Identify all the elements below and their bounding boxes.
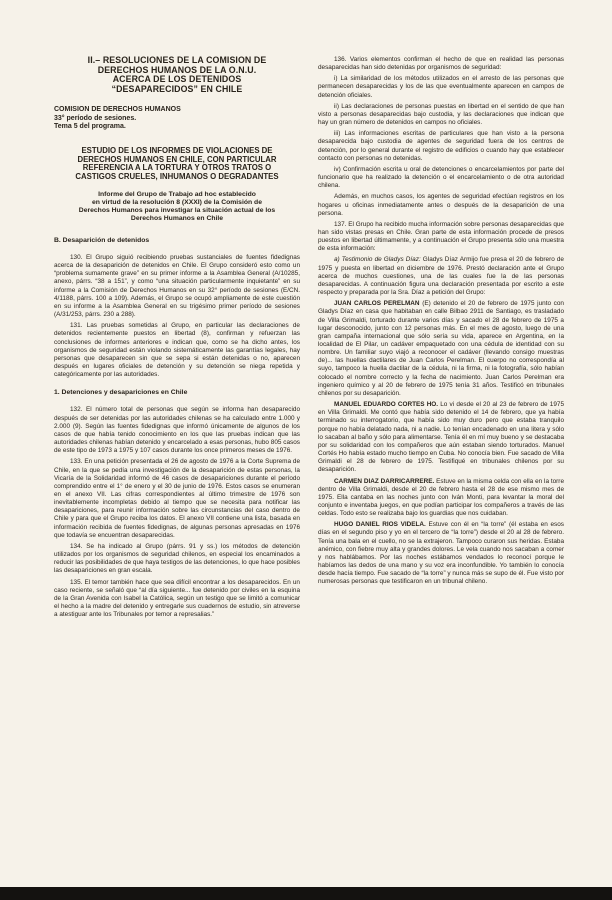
study-title-line-3: REFERENCIA A LA TORTURA Y OTROS TRATOS O	[82, 163, 272, 173]
header-line-3: ACERCA DE LOS DETENIDOS	[112, 74, 242, 85]
item-iii: iii) Las informaciones escritas de particulares que han visto a la persona desaparecida bajo custodia de agentes de seguridad fuera de los centros de detención, por lo general durante el registro de edificios o cuando hay que establecer contacto con personas no detenidas.	[318, 130, 564, 162]
paragraph-136: 136. Varios elementos confirman el hecho de que en realidad las personas desaparecidas han sido detenidas por organismos de seguridad:	[318, 56, 564, 72]
testimony-darricarrere	[318, 478, 564, 519]
report-line-2: en virtud de la resolución 8 (XXXI) de la Comisión de	[92, 198, 262, 206]
report-line-4: Derechos Humanos en Chile	[130, 214, 224, 222]
right-column	[318, 56, 564, 590]
paragraph-137: 137. El Grupo ha recibido mucha información sobre personas desaparecidas que han sido vistas presas en Chile. Gran parte de esta información procede de presos puestos en libertad últimamente, y a continuación el Grupo presenta sólo una muestra de esta información:	[318, 220, 564, 253]
perelman-text: (E) detenido el 20 de febrero de 1975 junto con Gladys Díaz en casa que habitaban en calle Bilbao 2911 de Santiago, es trasladado de Villa Grimaldi, torturado durante varios días y sacado el 28 de febrero de 1975 a lugar desconocido, junto con 12 personas más. En el mes de agosto, luego de una gran campaña internacional que sólo sería su vida, aparece en Argentina, en la localidad de El Pilar, un cadáver empaquetado con una cédula de identidad con su nombre. Un familiar suyo viajó a reconocer el cadáver (llevando consigo muestras de)... las huellas dactilares de Juan Carlos Perelman. El cuerpo no correspondía al suyo, tampoco la huella dactilar de la cédula, ni la firma, ni la fotografía, sólo habían colocado el nombre correcto y la fecha de nacimiento. Juan Carlos Perelman era ingeniero químico y al 20 de febrero de 1975 tenía 31 años. Testificó en tribunales chilenos por su desaparición.	[318, 300, 564, 397]
item-ii: ii) Las declaraciones de personas puestas en libertad en el sentido de que han visto a personas desaparecidas bajo custodia, y las declaraciones que indican que hay un gran número de detenidos en campos no oficiales.	[318, 102, 564, 127]
commission-block	[54, 106, 300, 131]
study-title	[54, 147, 300, 182]
study-title-line-2: DERECHOS HUMANOS EN CHILE, CON PARTICULAR	[77, 154, 277, 164]
darricarrere-text: Estuve en la misma celda con ella en la torre dentro de Villa Grimaldi, desde el 20 de febrero hasta el 28 de ese mismo mes de 1975. Ella cantaba en las noches junto con Iván Monti, para levantar la moral del conjunto e inventaba juegos, en que podían participar los compañeros a través de las celdas. Todo esto se realizaba bajo los guardias que nos cuidaban.	[318, 477, 564, 518]
item-iv: iv) Confirmación escrita u oral de detenciones o encarcelamientos por parte del funcionario que ha realizado la detención o el encarcelamiento o de otra autoridad chilena.	[318, 165, 564, 190]
cortes-name: MANUEL EDUARDO CORTES HO.	[334, 401, 439, 409]
study-title-line-1: ESTUDIO DE LOS INFORMES DE VIOLACIONES DE	[81, 145, 273, 155]
session-number: 33° período de sesiones.	[54, 114, 137, 122]
header-line-2: DERECHOS HUMANOS DE LA O.N.U.	[97, 64, 257, 75]
left-column	[54, 56, 300, 622]
agenda-item: Tema 5 del programa.	[54, 122, 126, 130]
testimony-perelman	[318, 300, 564, 398]
header-line-4: “DESAPARECIDOS” EN CHILE	[111, 83, 243, 94]
testimony-a-text: Gladys Díaz Armijo fue presa el 20 de febrero de 1975 y puesta en libertad en diciembre de 1976. Prestó declaración ante el Grupo acerca de muchos cuestiones, una de las cuales fue la de las personas desaparecidas. A continuación figura una declaración presentada por escrito a este respecto y preparada por la Sra. Díaz a petición del Grupo:	[318, 256, 564, 297]
paragraph-132: 132. El número total de personas que según se informa han desaparecido después de ser detenidas por las autoridades chilenas se ha calculado entre 1.000 y 2.000 (9). Según las fuentes fidedignas que informó únicamente de algunos de los casos de que había tenido conocimiento en los que las pruebas indican que las autoridades chilenas habían detenido y encarcelado a esas personas, hubo 805 casos de este tipo de 1973 a 1975 y 107 casos durante los once primeros meses de 1976.	[54, 406, 300, 455]
rios-name: HUGO DANIEL RIOS VIDELA.	[334, 521, 426, 529]
testimony-cortes	[318, 401, 564, 474]
paragraph-ademas: Además, en muchos casos, los agentes de seguridad efectúan registros en los hogares u oficinas inmediatamente antes o después de la desaparición de una persona.	[318, 193, 564, 217]
rios-text: Estuve con él en “la torre” (él estaba en esos días en el segundo piso y yo en el tercero de “la torre”) desde el 20 al 28 de febrero. Tenía una bala en el cuello, no se la extrajeron. Tampoco curaron sus heridas. Estaba anémico, con fiebre muy alta y grandes dolores. Le vela cuando nos sacaban a comer y nos hablábamos. Por las noches estábamos vendados lo reconocí porque le habíamos las dedos de una mano y su voz era inconfundible. Yo también lo conocía desde hacía tiempo. Fue sacado de “la torre” y nunca más se supo de él. Fue visto por numerosas personas que testificaron en un tribunal chileno.	[318, 521, 564, 586]
paragraph-130: 130. El Grupo siguió recibiendo pruebas sustanciales de fuentes fidedignas acerca de la desaparición de detenidos en Chile. El Grupo consideró esto como un “problema sumamente grave” en su primer informe a la Asamblea General (A/10285, anexo, párrs. “38 a 151”, y como “una situación particularmente inquietante” en su informe a la Comisión de Derechos Humanos en su 32° período de sesiones (E/CN. 4/1188, párrs. 100 a 109). Además, el Grupo se ocupó ampliamente de este cuestión en su informe a la Asamblea General en su trigésimo primer período de sesiones (A/31/253, párrs. 230 a 288).	[54, 253, 300, 319]
report-line-1: Informe del Grupo de Trabajo ad hoc establecido	[98, 190, 256, 198]
section-heading-b: B. Desaparición de detenidos	[54, 236, 150, 244]
commission-name: COMISION DE DERECHOS HUMANOS	[54, 106, 181, 114]
document-header	[54, 56, 300, 94]
report-subtitle	[54, 191, 300, 223]
paragraph-134: 134. Se ha indicado al Grupo (párrs. 91 y ss.) los métodos de detención utilizados por los organismos de seguridad chilenos, en especial los encaminados a reducir las posibilidades de que haya testigos de las detenciones, lo que hace posibles las desapariciones en gran escala.	[54, 542, 300, 575]
paragraph-133: 133. En una petición presentada el 26 de agosto de 1976 a la Corte Suprema de Chile, en la que se pedía una investigación de la desaparición de estas personas, la Vicaría de la Solidaridad informó de 46 casos de desapariciones durante el período comprendido entre el 1° de enero y el 30 de junio de 1976. Estos casos se enumeran en el anexo VII. Las cifras correspondientes al último trimestre de 1976 son inevitablemente incompletas debido al tiempo que se necesita para notificar las desapariciones, para reunir información sobre las circunstancias del caso dentro de Chile y para que el Grupo reciba los datos. El anexo VII contiene una lista, basada en información recibida de fuentes fidedignas, de algunas personas apresadas en 1976 que todavía se encuentran desaparecidas.	[54, 458, 300, 539]
section-heading-1: 1. Detenciones y desapariciones en Chile	[54, 389, 188, 397]
darricarrere-name: CARMEN DIAZ DARRICARRERE.	[334, 477, 435, 485]
study-title-line-4: CASTIGOS CRUELES, INHUMANOS O DEGRADANTES	[75, 172, 279, 182]
cortes-text: Lo vi desde el 20 al 23 de febrero de 1975 en Villa Grimaldi. Me contó que había sido detenido el 14 de febrero, que ya había terminado su interrogatorio, que había sido muy duro pero que estaba tranquilo porque no había delatado nada, ni a nadie. Lo tenían encadenado en una litera y sólo lo sacaban al baño y sólo para alimentarse. Tenía él en mí muy bueno y se destacaba por su solidaridad con los compañeros que aún estaban siendo torturados. Manuel Cortés Ho había estado mucho tiempo en Cuba. No conocía bien. Fue sacado de Villa Grimaldi el 28 de febrero de 1975. Testifiqué en tribunales chilenos por su desaparición.	[318, 401, 564, 474]
testimony-a-label: a) Testimonio de Gladys Díaz:	[334, 256, 421, 264]
item-i: i) La similaridad de los métodos utilizados en el arresto de las personas que permanecen desaparecidas y los de las que eventualmente aparecen en campos de detención oficiales.	[318, 75, 564, 99]
paragraph-131: 131. Las pruebas sometidas al Grupo, en particular las declaraciones de detenidos recientemente puestos en libertad (8), confirman y refuerzan las conclusiones de informes anteriores e indican que, como se ha dicho antes, los organismos de seguridad están violando sistemáticamente las garantías legales, hay personas que desaparecen sin que se sepa si están detenidas o no, aparecen después en lugares oficiales de detención y su detención se niega repetida y categóricamente por las autoridades.	[54, 322, 300, 379]
header-line-1: II.– RESOLUCIONES DE LA COMISION DE	[87, 55, 267, 65]
testimony-a	[318, 256, 564, 297]
bottom-scan-edge	[0, 887, 612, 900]
report-line-3: Derechos Humanos para investigar la situación actual de los	[78, 206, 276, 214]
testimony-rios	[318, 521, 564, 586]
perelman-name: JUAN CARLOS PERELMAN	[334, 300, 420, 308]
paragraph-135: 135. El temor también hace que sea difícil encontrar a los desaparecidos. En un caso reciente, se señaló que “al día siguiente... fue detenido por civiles en la esquina de la Gran Avenida con Isabel la Católica, según un testigo que se limitó a comunicar el hecho a la madre del detenido y entregarle sus cuadernos de estudio, sin atreverse a atestiguar ante los Tribunales por temor a represalias.”	[54, 578, 300, 619]
